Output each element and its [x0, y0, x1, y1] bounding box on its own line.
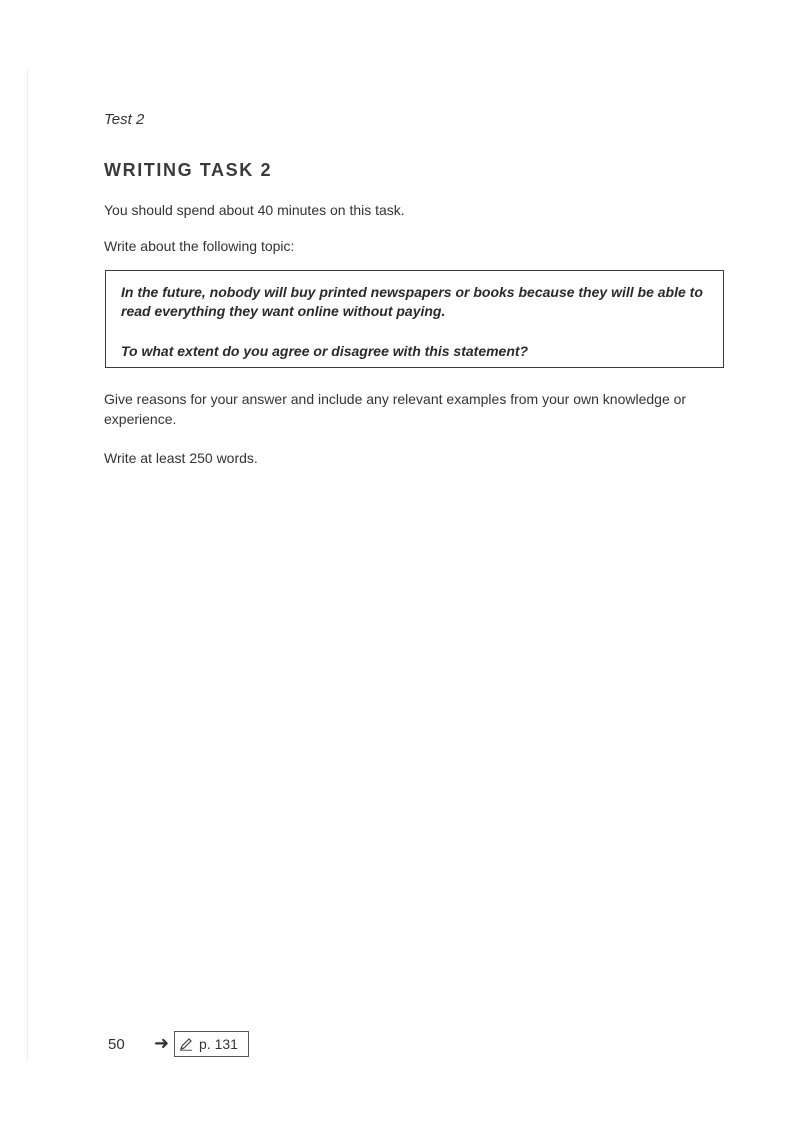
- time-instruction: You should spend about 40 minutes on this task.: [104, 202, 405, 218]
- reasons-instruction: Give reasons for your answer and include any relevant examples from your own knowledge or experience.: [104, 391, 687, 427]
- task-heading: WRITING TASK 2: [104, 160, 273, 180]
- reference-text: p. 131: [199, 1036, 238, 1052]
- page-number: 50: [108, 1036, 125, 1053]
- prompt-box: [105, 270, 724, 368]
- word-count-instruction: Write at least 250 words.: [104, 450, 258, 466]
- topic-instruction: Write about the following topic:: [104, 238, 295, 254]
- running-head: Test 2: [104, 111, 145, 128]
- arrow-right-icon: ➜: [154, 1033, 170, 1053]
- pencil-icon: [179, 1037, 193, 1051]
- answer-key-reference: [174, 1031, 249, 1057]
- prompt-statement: In the future, nobody will buy printed newspapers or books because they will be able to read everything they want online without paying.: [121, 284, 703, 319]
- prompt-question: To what extent do you agree or disagree with this statement?: [121, 343, 529, 359]
- page-edge: [27, 70, 28, 1060]
